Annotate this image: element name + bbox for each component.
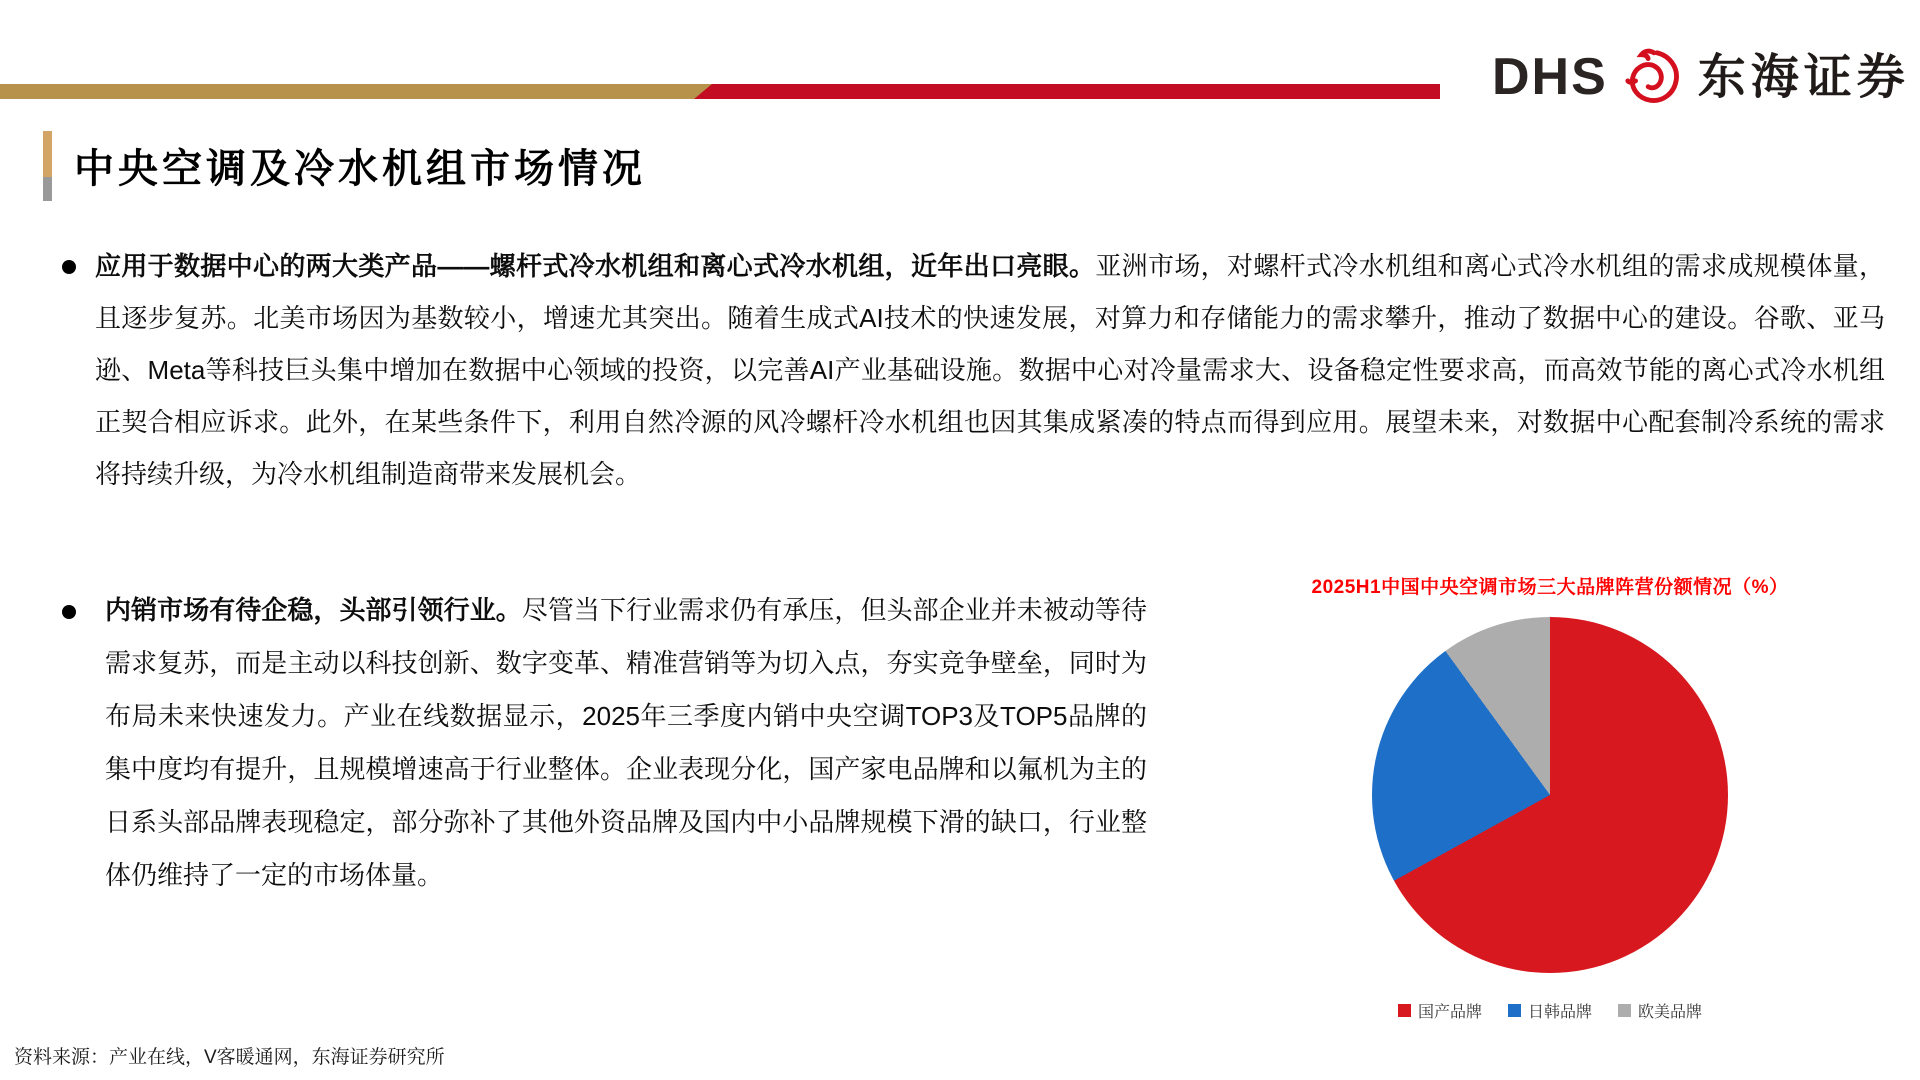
pie-chart bbox=[1372, 617, 1728, 973]
chart-title: 2025H1中国中央空调市场三大品牌阵营份额情况（%） bbox=[1311, 577, 1789, 598]
legend-label: 日韩品牌 bbox=[1527, 1004, 1592, 1021]
bullet-lead: 应用于数据中心的两大类产品——螺杆式冷水机组和离心式冷水机组，近年出口亮眼。 bbox=[95, 251, 1096, 281]
bullet-paragraph-1 bbox=[95, 240, 1885, 500]
logo-brand-text: 东海证券 bbox=[1697, 49, 1910, 105]
bullet-marker bbox=[62, 260, 76, 274]
paragraph-text bbox=[95, 251, 1885, 489]
page-title-block bbox=[43, 131, 646, 201]
legend-label: 欧美品牌 bbox=[1638, 1004, 1703, 1021]
top-bar-red bbox=[694, 84, 1440, 99]
bullet-marker bbox=[62, 605, 76, 619]
page-title: 中央空调及冷水机组市场情况 bbox=[74, 144, 646, 192]
company-logo bbox=[1492, 46, 1910, 108]
bullet-paragraph-2 bbox=[105, 584, 1147, 902]
top-bar-gold bbox=[0, 84, 712, 99]
bullet-body: 亚洲市场，对螺杆式冷水机组和离心式冷水机组的需求成规模体量，且逐步复苏。北美市场因为基数较小，增速尤其突出。随着生成式AI技术的快速发展，对算力和存储能力的需求攀升，推动了数据中心的建设。谷歌、亚马逊、Meta等科技巨头集中增加在数据中心领域的投资，以完善AI产业基础设施。数据中心对冷量需求大、设备稳定性要求高，而高效节能的离心式冷水机组正契合相应诉求。此外，在某些条件下，利用自然冷源的风冷螺杆冷水机组也因其集成紧凑的特点而得到应用。展望未来，对数据中心配套制冷系统的需求将持续升级，为冷水机组制造商带来发展机会。 bbox=[95, 251, 1885, 489]
legend-swatch bbox=[1508, 1004, 1521, 1017]
legend-label: 国产品牌 bbox=[1417, 1004, 1482, 1021]
market-share-chart bbox=[1290, 572, 1810, 1022]
legend-item bbox=[1618, 999, 1702, 1022]
source-note: 资料来源：产业在线，V客暖通网，东海证券研究所 bbox=[14, 1047, 445, 1068]
legend-item bbox=[1508, 999, 1592, 1022]
title-accent-gold bbox=[43, 131, 52, 177]
legend-swatch bbox=[1618, 1004, 1631, 1017]
dragon-icon bbox=[1622, 46, 1684, 108]
bullet-body: 尽管当下行业需求仍有承压，但头部企业并未被动等待需求复苏，而是主动以科技创新、数字变革、精准营销等为切入点，夯实竞争壁垒，同时为布局未来快速发力。产业在线数据显示，2025年三季度内销中央空调TOP3及TOP5品牌的集中度均有提升，且规模增速高于行业整体。企业表现分化，国产家电品牌和以氟机为主的日系头部品牌表现稳定，部分弥补了其他外资品牌及国内中小品牌规模下滑的缺口，行业整体仍维持了一定的市场体量。 bbox=[105, 595, 1147, 890]
chart-legend bbox=[1290, 999, 1810, 1022]
title-accent-gray bbox=[43, 177, 52, 201]
title-accent-bar bbox=[43, 131, 52, 201]
logo-dhs-text: DHS bbox=[1492, 48, 1608, 106]
bullet-lead: 内销市场有待企稳，头部引领行业。 bbox=[105, 595, 522, 625]
legend-swatch bbox=[1398, 1004, 1411, 1017]
paragraph-text bbox=[105, 595, 1147, 890]
legend-item bbox=[1398, 999, 1482, 1022]
